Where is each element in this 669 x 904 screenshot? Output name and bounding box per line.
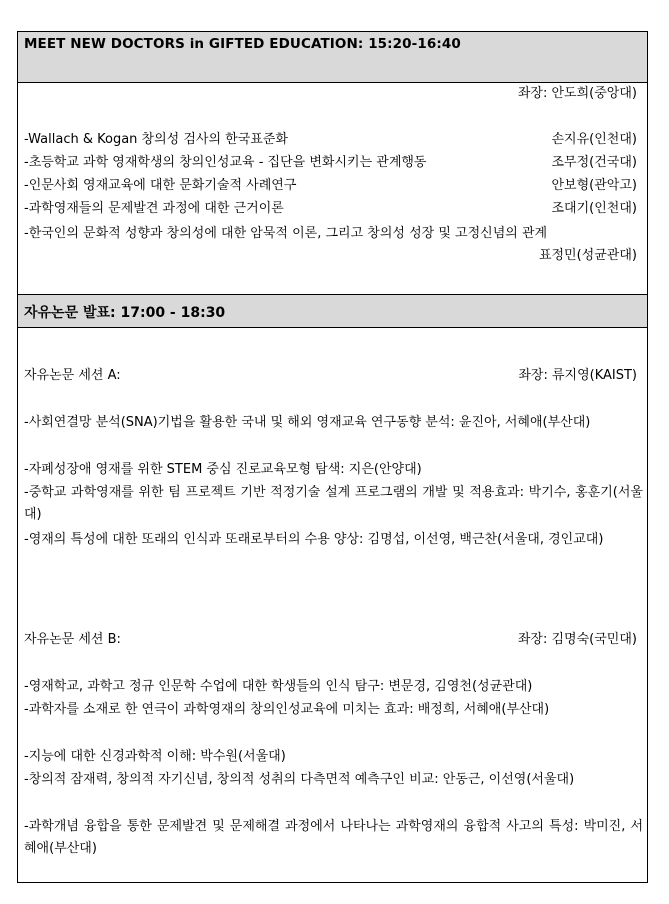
- paper-item: -중학교 과학영재를 위한 팀 프로젝트 기반 적정기술 설계 프로그램의 개발 및 적용효과: 박기수, 홍훈기(서울대): [24, 485, 643, 522]
- paper-title: -인문사회 영재교육에 대한 문화기술적 사례연구: [24, 178, 297, 193]
- session-title: 자유논문 발표: 17:00 - 18:30: [24, 305, 226, 321]
- paper-title: -초등학교 과학 영재학생의 창의인성교육 - 집단을 변화시키는 관계행동: [24, 155, 427, 170]
- paper-row: [24, 223, 643, 271]
- paper-title: -과학영재들의 문제발견 과정에 대한 근거이론: [24, 201, 284, 216]
- session-b-row: [24, 629, 643, 651]
- paper-row: [24, 175, 643, 197]
- session-header-new-doctors: [18, 32, 647, 83]
- paper-item: -자폐성장애 영재를 위한 STEM 중심 진로교육모형 탐색: 지은(안양대): [24, 462, 422, 477]
- paper-item: -영재의 특성에 대한 또래의 인식과 또래로부터의 수용 양상: 김명섭, 이선영, 백근찬(서울대, 경인교대): [24, 532, 604, 547]
- paper-author: 표정민(성균관대): [538, 248, 637, 263]
- paper-row: [24, 198, 643, 220]
- paper-item: -지능에 대한 신경과학적 이해: 박수원(서울대): [24, 749, 286, 764]
- paper-title: -Wallach & Kogan 창의성 검사의 한국표준화: [24, 132, 288, 147]
- paper-author: 조대기(인천대): [551, 201, 637, 216]
- paper-title: -한국인의 문화적 성향과 창의성에 대한 암묵적 이론, 그리고 창의성 성장 및 고정신념의 관계: [24, 226, 548, 241]
- session-a-row: [24, 365, 643, 387]
- paper-item: -사회연결망 분석(SNA)기법을 활용한 국내 및 해외 영재교육 연구동향 분석: 윤진아, 서혜애(부산대): [24, 415, 591, 430]
- paper-item: -과학개념 융합을 통한 문제발견 및 문제해결 과정에서 나타나는 과학영재의 융합적 사고의 특성: 박미진, 서혜애(부산대): [24, 819, 643, 856]
- session-b-label: 자유논문 세션 B:: [24, 632, 121, 647]
- session-chair: 좌장: 안도희(중앙대): [517, 86, 637, 101]
- paper-item: -창의적 잠재력, 창의적 자기신념, 창의적 성취의 다측면적 예측구인 비교: 안동근, 이선영(서울대): [24, 772, 575, 787]
- session-a-label: 자유논문 세션 A:: [24, 368, 121, 383]
- session-b-chair: 좌장: 김명숙(국민대): [517, 632, 637, 647]
- session-title: MEET NEW DOCTORS in GIFTED EDUCATION: 15:20-16:40: [24, 36, 461, 52]
- paper-item: -영재학교, 과학고 정규 인문학 수업에 대한 학생들의 인식 탐구: 변문경, 김영천(성균관대): [24, 679, 533, 694]
- paper-item: -과학자를 소재로 한 연극이 과학영재의 창의인성교육에 미치는 효과: 배정희, 서혜애(부산대): [24, 702, 550, 717]
- paper-author: 조무정(건국대): [551, 155, 637, 170]
- program-table: [17, 31, 648, 883]
- session-header-free-papers: [18, 294, 647, 328]
- paper-row: [24, 152, 643, 174]
- paper-row: [24, 129, 643, 151]
- paper-author: 안보형(관악고): [551, 178, 637, 193]
- paper-author: 손지유(인천대): [551, 132, 637, 147]
- session-a-chair: 좌장: 류지영(KAIST): [518, 368, 637, 383]
